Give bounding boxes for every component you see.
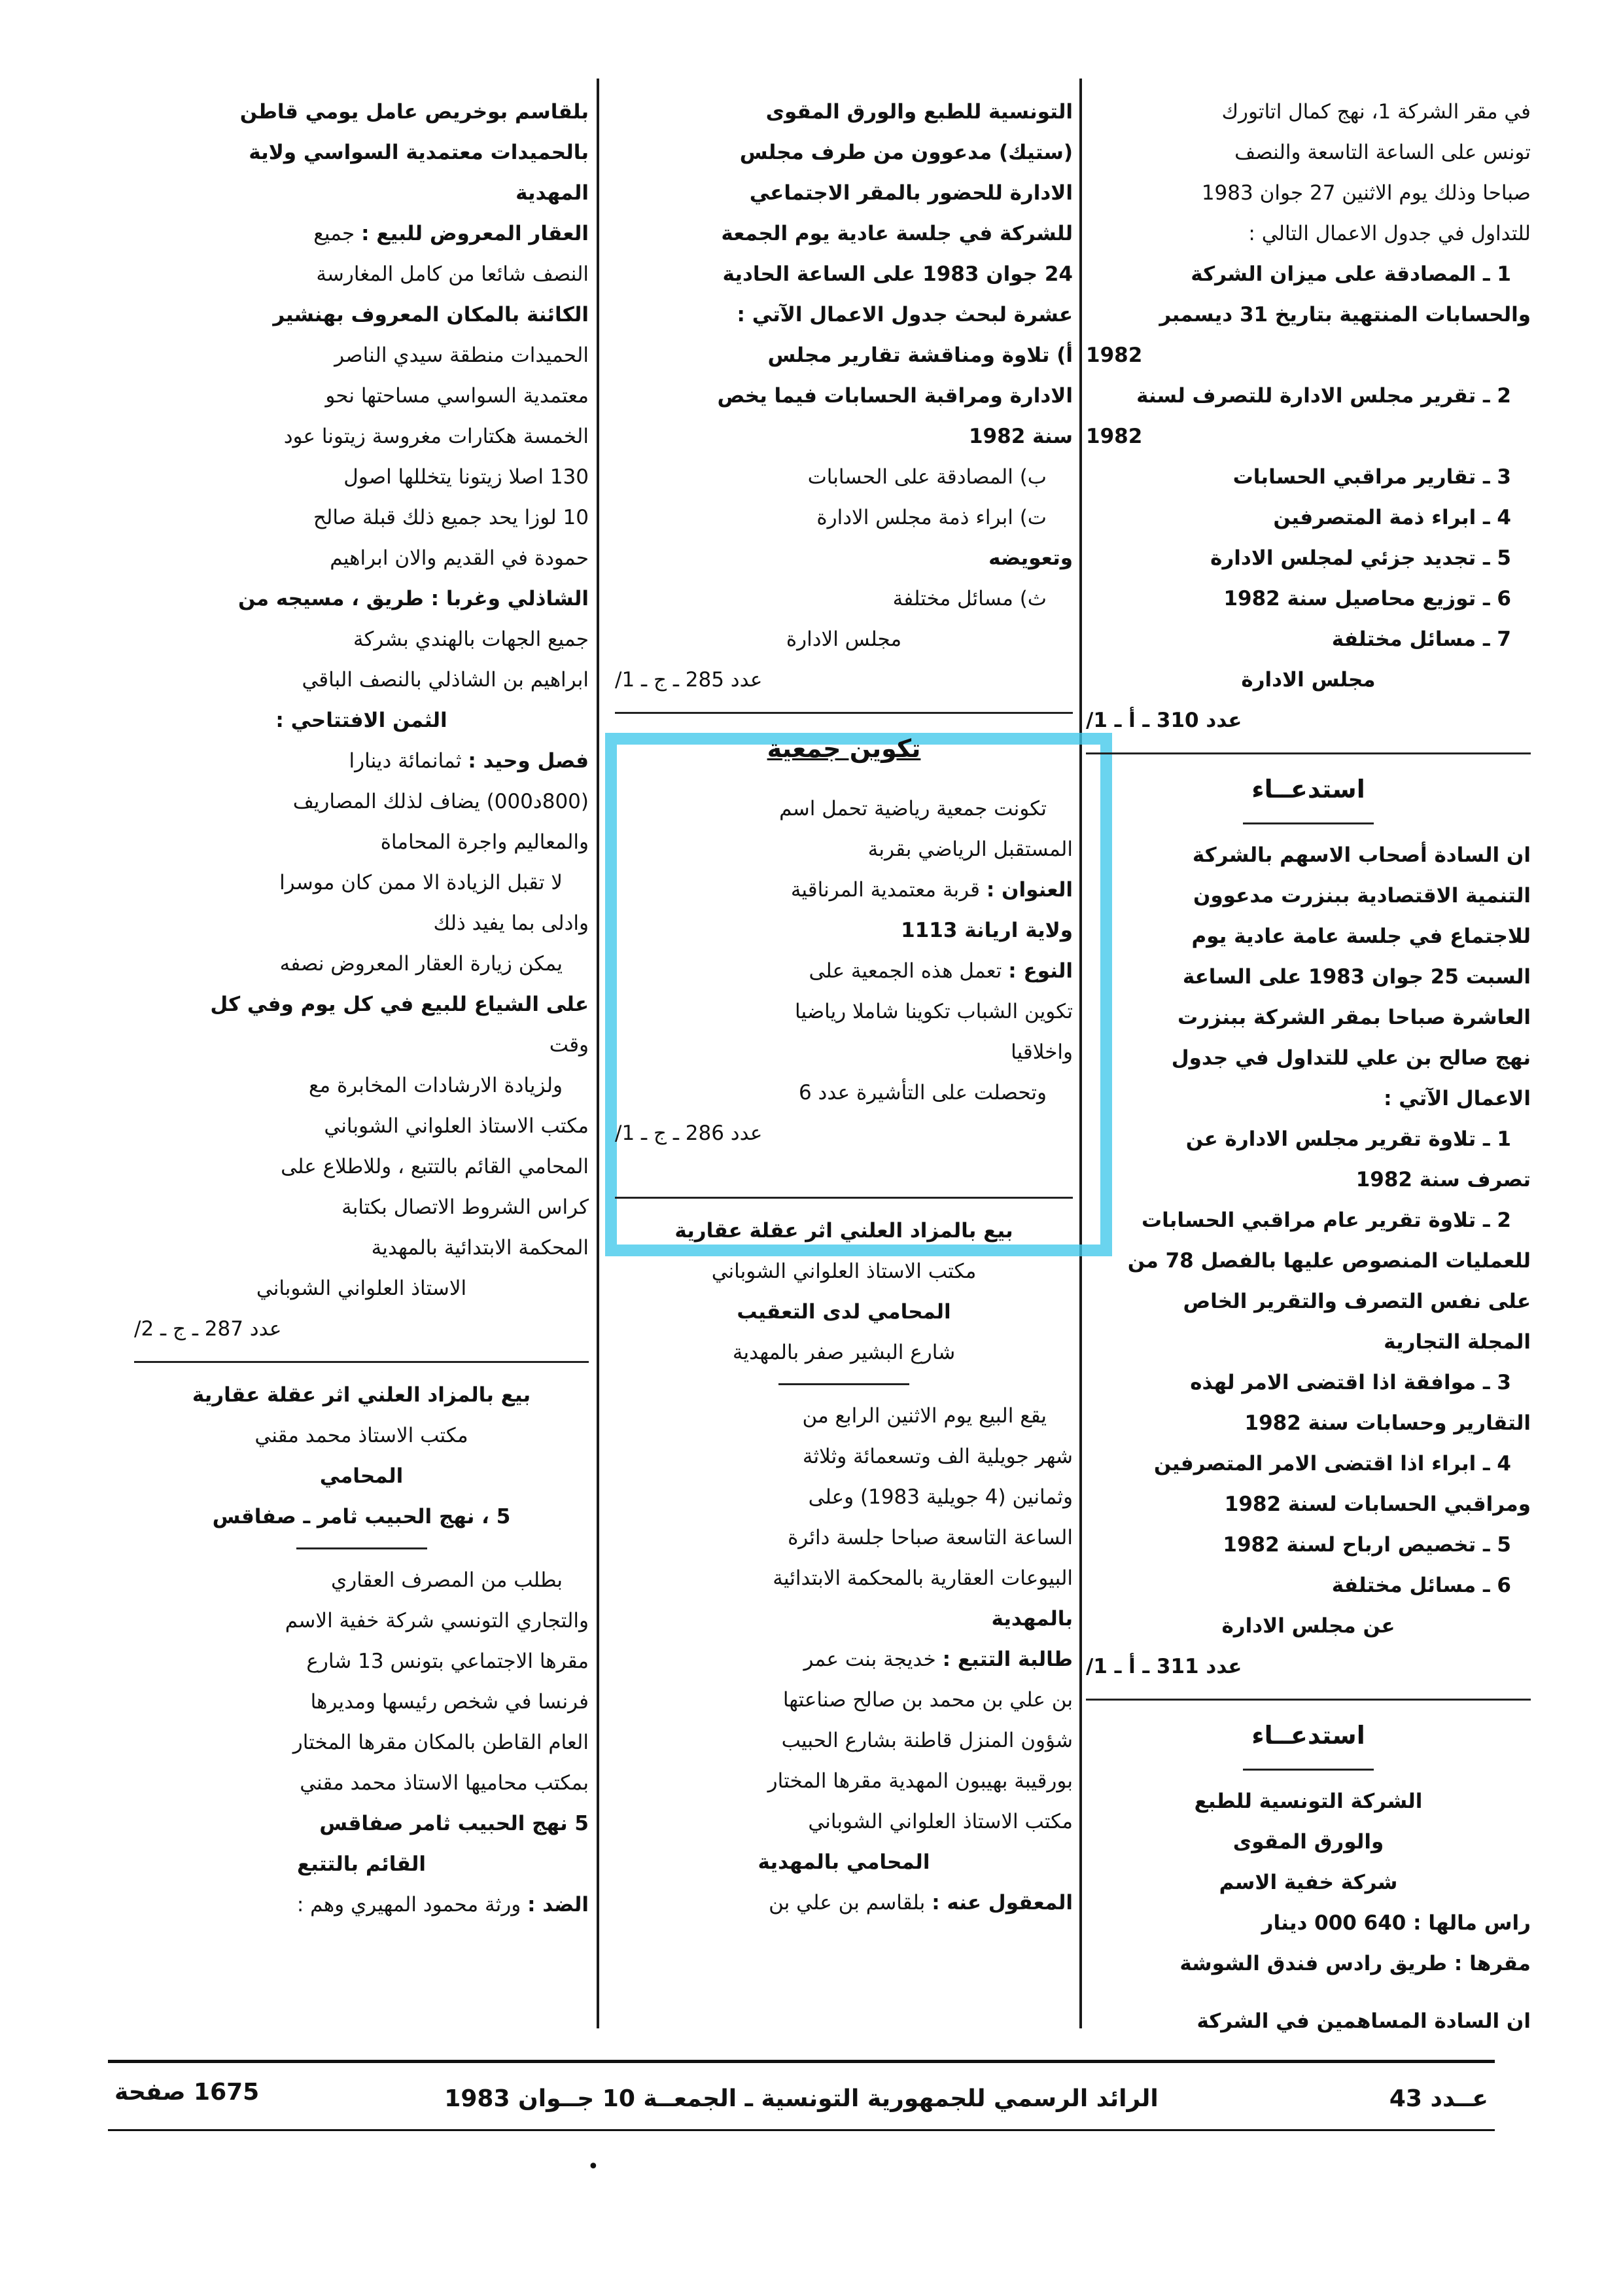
issue-number: عــدد 43	[1389, 2085, 1488, 2112]
sale2-title: بيع بالمزاد العلني اثر عقلة عقارية	[192, 1383, 531, 1407]
gazette-title: الرائد الرسمي للجمهورية التونسية ـ الجمعــة 10 جــوان 1983	[444, 2085, 1159, 2112]
pursuer: طالبة التتبع : خديجة بنت عمر	[803, 1648, 1073, 1671]
bid-conditions: لا تقبل الزيادة الا ممن كان موسرا وادلى بما يفيد ذلك	[279, 871, 589, 935]
divider	[615, 712, 1073, 714]
sale-title: بيع بالمزاد العلني اثر عقلة عقارية	[674, 1219, 1013, 1243]
opening-price-title: الثمن الافتتاحي :	[275, 709, 447, 732]
notice2-title: استدعــاء	[1251, 775, 1365, 804]
divider	[1243, 822, 1374, 824]
assoc-address-line2: ولاية اريانة 1113	[901, 919, 1073, 942]
notice3-title: استدعــاء	[1251, 1721, 1365, 1750]
notice1-signature: مجلس الادارة	[1241, 668, 1376, 692]
notice-ref: عدد 287 ـ ج ـ 2/	[134, 1317, 282, 1341]
divider	[778, 1383, 909, 1385]
assoc-title: تكوين جمعية	[767, 734, 921, 763]
left-column: بلقاسم بوخريص عامل يومي قاطن بالحميدات معتمدية السواسي ولاية المهدية العقار المعروض للبيع : جميع النصف شائعا من كامل المغارسة الكائنة بالمكان المعروف بهنشير الحميدات منطقة سيدي الناصر معتمدية السواسي مساحتها نحو الخمسة هكتارات مغروسة زيتونا عود 130 اصلا زيتونا يتخللها اصول 10 لوزا يحد جميع ذلك قبلة صالح حمودة في القديم والان ابراهيم الشاذلي وغربا : طريق ، مسيجه من جميع الجهات بالهندي بشركة ابراهيم بن الشاذلي بالنصف الباقي الثمن الافتتاحي : فصل وحيد : ثمانمائة دينارا (800د000) يضاف لذلك المصاريف والمعاليم واجرة المحاماة لا تقبل الزيادة الا ممن كان موسرا وادلى بما يفيد ذلك يمكن زيارة العقار المعروض نصفه على الشياع للبيع في كل يوم وفي كل وقت ولزيادة الارشادات المخابرة مع مكتب الاستاذ العلواني الشوباني المحامي القائم بالتتبع ، وللاطلاع على كراس الشروط الاتصال بكتابة المحكمة الابتدائية بالمهدية الاستاذ العلواني الشوباني عدد 287 ـ ج ـ 2/ بيع بالمزاد العلني اثر عقلة عقارية مكتب الاستاذ محمد مقني المحامي 5 ، نهج الحبيب ثامر ـ صفاقس بطلب من المصرف العقاري والتجاري التونسي شركة خفية الاسم مقرها الاجتماعي بتونس 13 شارع فرنسا في شخص رئيسها ومديرها العام القاطن بالمكان مقرها المختار بمكتب محاميها الاستاذ محمد مقني 5 نهج الحبيب ثامر صفاقس القائم بالتتبع الضد : ورثة محمود المهيري وهم :	[134, 92, 589, 1925]
stic-ref: عدد 285 ـ ج ـ 1/	[615, 668, 763, 692]
notice2-ref: عدد 311 ـ أ ـ 1/	[1086, 1655, 1242, 1678]
divider	[296, 1547, 427, 1549]
office2-name: مكتب الاستاذ محمد مقني	[254, 1424, 468, 1447]
pursuer2-label: القائم بالتتبع	[296, 1852, 427, 1876]
company-capital: راس مالها : 640 000 دينار	[1261, 1911, 1531, 1935]
assoc-address: العنوان : قربة معتمدية المرناقية	[790, 878, 1073, 902]
stic-notice-text: التونسية للطبع والورق المقوى (ستيك) مدعوون من طرف مجلس الادارة للحضور بالمقر الاجتماعي للشركة في جلسة عادية يوم الجمعة 24 جوان 1983 على الساعة الحادية عشرة لبحث جدول الاعمال الآتي :	[721, 100, 1073, 327]
dot-mark: •	[587, 2155, 599, 2178]
footer-rule-bottom	[108, 2129, 1495, 2131]
assoc-visa: وتحصلت على التأشيرة عدد 6	[798, 1081, 1047, 1104]
defendant-text: بلقاسم بوخريص عامل يومي قاطن بالحميدات معتمدية السواسي ولاية المهدية	[239, 100, 589, 205]
page-number: 1675 صفحة	[114, 2079, 260, 2106]
company-block: الشركة التونسية للطبع والورق المقوى شركة خفية الاسم	[1194, 1790, 1423, 1894]
office-block: مكتب الاستاذ العلواني الشوباني المحامي لدى التعقيب شارع البشير صفر بالمهدية	[711, 1260, 977, 1364]
sale-text: يقع البيع يوم الاثنين الرابع من شهر جويلية الف وتسعمائة وثلاثة وثمانين (4 جويلية 1983) وعلى الساعة التاسعة صباحا جلسة دائرة البيوعات العقارية بالمحكمة الابتدائية بالمهدية	[773, 1404, 1073, 1631]
property-heading: العقار المعروض للبيع : جميع	[313, 222, 589, 245]
right-column	[1086, 92, 1531, 2041]
divider	[1086, 1699, 1531, 1701]
stic-agenda: أ) تلاوة ومناقشة تقارير مجلس الادارة ومراقبة الحسابات فيما يخص سنة 1982 ب) المصادقة على الحسابات ت) ابراء ذمة مجلس الادارة وتعويضه ث) مسائل مختلفة	[717, 344, 1073, 610]
divider	[1086, 752, 1531, 754]
notice1-text: في مقر الشركة 1، نهج كمال اتاتورك تونس على الساعة التاسعة والنصف صباحا وذلك يوم الاثنين 27 جوان 1983 للتداول في جدول الاعمال التالي :	[1201, 100, 1531, 245]
visit-conditions: يمكن زيارة العقار المعروض نصفه على الشياع للبيع في كل يوم وفي كل وقت	[210, 952, 589, 1057]
seized-party: المعقول عنه : بلقاسم بن علي بن	[769, 1891, 1073, 1915]
office2-address: 5 ، نهج الحبيب ثامر ـ صفاقس	[212, 1505, 511, 1528]
middle-column: التونسية للطبع والورق المقوى (ستيك) مدعوون من طرف مجلس الادارة للحضور بالمقر الاجتماعي للشركة في جلسة عادية يوم الجمعة 24 جوان 1983 على الساعة الحادية عشرة لبحث جدول الاعمال الآتي : أ) تلاوة ومناقشة تقارير مجلس الادارة ومراقبة الحسابات فيما يخص سنة 1982 ب) المصادقة على الحسابات ت) ابراء ذمة مجلس الادارة وتعويضه ث) مسائل مختلفة مجلس الادارة عدد 285 ـ ج ـ 1/ تكوين جمعية تكونت جمعية رياضية تحمل اسم المستقبل الرياضي بقربة العنوان : قربة معتمدية المرناقية ولاية اريانة 1113 النوع : تعمل هذه الجمعية على تكوين الشباب تكوينا شاملا رياضيا واخلاقيا وتحصلت على التأشيرة عدد 6 عدد 286 ـ ج ـ 1/ بيع بالمزاد العلني اثر عقلة عقارية مكتب الاستاذ العلواني الشوباني المحامي لدى التعقيب شارع البشير صفر بالمهدية يقع البيع يوم الاثنين الرابع من شهر جويلية الف وتسعمائة وثلاثة وثمانين (4 جويلية 1983) وعلى الساعة التاسعة صباحا جلسة دائرة البيوعات العقارية بالمحكمة الابتدائية بالمهدية طالبة التتبع : خديجة بنت عمر بن علي بن محمد بن صالح صناعتها شؤون المنزل قاطنة بشارع الحبيب بورقيبة بهيبون المهدية مقرها المختار مكتب الاستاذ العلواني الشوباني المحامي بالمهدية المعقول عنه : بلقاسم بن علي بن	[615, 92, 1073, 1923]
divider	[134, 1361, 589, 1363]
info-text: ولزيادة الارشادات المخابرة مع مكتب الاستاذ العلواني الشوباني المحامي القائم بالتتبع ، وللاطلاع على كراس الشروط الاتصال بكتابة المحكمة الابتدائية بالمهدية	[281, 1074, 589, 1260]
footer-rule	[108, 2060, 1495, 2063]
stic-signature: مجلس الادارة	[786, 627, 902, 651]
against-party: الضد : ورثة محمود المهيري وهم :	[296, 1893, 589, 1916]
agenda1-list: 1 ـ المصادقة على ميزان الشركة والحسابات المنتهية بتاريخ 31 ديسمبر 1982 2 ـ تقرير مجلس الادارة للتصرف لسنة 1982 3 ـ تقارير مراقبي الحسابات 4 ـ ابراء ذمة المتصرفين 5 ـ تجديد جزئي لمجلس الادارة 6 ـ توزيع محاصيل سنة 1982 7 ـ مسائل مختلفة	[1086, 262, 1531, 651]
divider	[615, 1197, 1073, 1199]
notice1-ref: عدد 310 ـ أ ـ 1/	[1086, 709, 1242, 732]
notice-signature: الاستاذ العلواني الشوباني	[256, 1277, 467, 1300]
assoc-type: النوع : تعمل هذه الجمعية على	[809, 959, 1073, 983]
lawyer-label: المحامي	[319, 1464, 404, 1488]
agenda2-list: 1 ـ تلاوة تقرير مجلس الادارة عن تصرف سنة 1982 2 ـ تلاوة تقرير عام مراقبي الحسابات للعمليات المنصوص عليها بالفصل 78 من على نفس التصرف والتقرير الخاص المجلة التجارية 3 ـ موافقة اذا اقتضى الامر لهذه التقارير وحسابات سنة 1982 4 ـ ابراء اذا اقتضى الامر المتصرفين ومراقبي الحسابات لسنة 1982 5 ـ تخصيص ارباح لسنة 1982 6 ـ مسائل مختلفة	[1127, 1127, 1531, 1597]
assoc-text: تكونت جمعية رياضية تحمل اسم المستقبل الرياضي بقربة	[779, 797, 1073, 861]
divider	[1243, 1769, 1374, 1771]
chapter-heading: فصل وحيد : ثمانمائة دينارا	[349, 749, 589, 773]
property-text: النصف شائعا من كامل المغارسة الكائنة بالمكان المعروف بهنشير الحميدات منطقة سيدي الناصر معتمدية السواسي مساحتها نحو الخمسة هكتارات مغروسة زيتونا عود 130 اصلا زيتونا يتخللها اصول 10 لوزا يحد جميع ذلك قبلة صالح حمودة في القديم والان ابراهيم الشاذلي وغربا : طريق ، مسيجه من جميع الجهات بالهندي بشركة ابراهيم بن الشاذلي بالنصف الباقي	[238, 262, 589, 692]
assoc-ref: عدد 286 ـ ج ـ 1/	[615, 1122, 763, 1145]
notice2-signature: عن مجلس الادارة	[1221, 1614, 1395, 1638]
notice2-text: ان السادة أصحاب الاسهم بالشركة التنمية الاقتصادية ببنزرت مدعوون للاجتماع في جلسة عامة عادية يوم السبت 25 جوان 1983 على الساعة العاشرة صباحا بمقر الشركة ببنزرت نهج صالح بن علي للتداول في جدول الاعمال الآتي :	[1171, 843, 1531, 1110]
notice3-text: ان السادة المساهمين في الشركة	[1196, 2009, 1531, 2033]
request-text: بطلب من المصرف العقاري والتجاري التونسي شركة خفية الاسم مقرها الاجتماعي بتونس 13 شارع فرنسا في شخص رئيسها ومديرها العام القاطن بالمكان مقرها المختار بمكتب محاميها الاستاذ محمد مقني 5 نهج الحبيب ثامر صفاقس	[285, 1568, 589, 1835]
page-footer	[114, 2079, 1488, 2119]
column-rule-left	[597, 79, 599, 2028]
company-hq: مقرها : طريق رادس فندق الشوشة	[1179, 1952, 1531, 1975]
